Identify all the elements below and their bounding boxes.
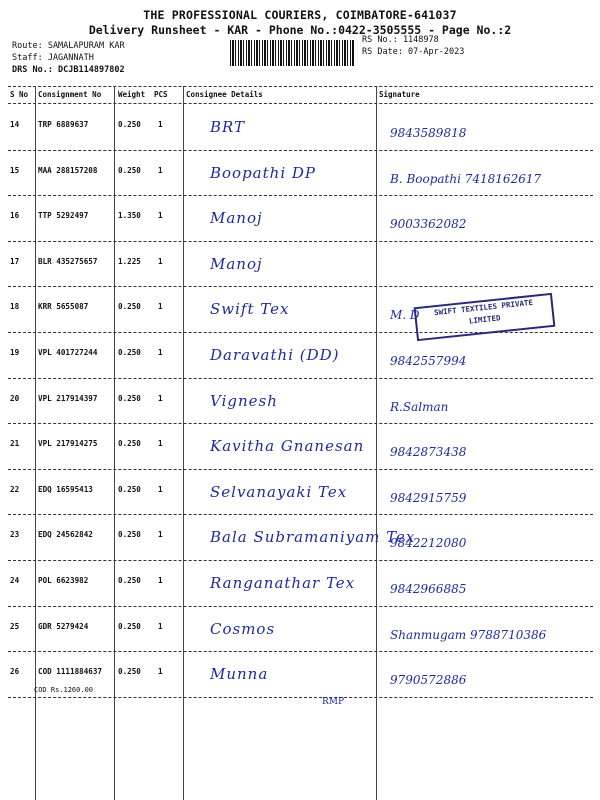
row-pcs: 1 <box>158 576 163 585</box>
rs-date: RS Date: 07-Apr-2023 <box>362 47 465 57</box>
col-consignee: Consignee Details <box>186 90 263 99</box>
row-signature: M. D <box>390 308 420 323</box>
row-pcs: 1 <box>158 667 163 677</box>
row-weight: 0.250 <box>118 484 141 494</box>
row-consignee: Manoj <box>210 254 263 273</box>
row-consignment: MAA 288157208 <box>38 165 98 175</box>
table-top-rule <box>8 86 593 87</box>
row-consignee: BRT <box>210 118 246 136</box>
row-sno: 15 <box>10 165 20 175</box>
route-label: Route: SAMALAPURAM KAR <box>12 41 125 51</box>
row-consignment: TTP 5292497 <box>38 211 89 221</box>
row-signature: 9842966885 <box>390 582 467 596</box>
row-consignment: VPL 401727244 <box>38 348 98 357</box>
row-signature: 9842915759 <box>390 490 467 505</box>
row-weight: 0.250 <box>118 120 141 129</box>
route-meta <box>12 40 125 76</box>
row-pcs: 1 <box>158 211 163 221</box>
runsheet-title: Delivery Runsheet - KAR - Phone No.:0422-3505555 - Page No.:2 <box>88 23 512 37</box>
row-consignee: Cosmos <box>210 619 276 638</box>
col-weight: Weight <box>118 90 146 99</box>
row-consignment: BLR 435275657 <box>38 256 98 266</box>
row-consignee: Kavitha Gnanesan <box>210 437 365 456</box>
row-pcs: 1 <box>158 439 163 449</box>
row-sno: 16 <box>10 211 20 221</box>
row-consignment: TRP 6889637 <box>38 120 89 129</box>
row-consignee: Munna <box>210 665 269 684</box>
col-consignment: Consignment No <box>38 90 102 99</box>
col-pcs: PCS <box>154 90 168 99</box>
row-sno: 22 <box>10 484 20 494</box>
row-consignment: EDQ 24562842 <box>38 530 93 540</box>
row-sno: 23 <box>10 530 20 540</box>
row-signature: 9843589818 <box>390 126 467 140</box>
row-signature: 9003362082 <box>390 217 467 232</box>
row-pcs: 1 <box>158 530 163 540</box>
row-divider <box>8 195 593 196</box>
row-weight: 1.225 <box>118 256 141 266</box>
row-consignee: Swift Tex <box>210 300 290 319</box>
row-divider <box>8 469 593 470</box>
row-divider <box>8 241 593 242</box>
row-consignment: GDR 5279424 <box>38 621 89 631</box>
company-stamp <box>414 293 556 341</box>
row-sno: 24 <box>10 576 20 585</box>
row-weight: 0.250 <box>118 302 141 312</box>
col-sno: S No <box>10 90 29 99</box>
row-divider <box>8 332 593 333</box>
row-weight: 0.250 <box>118 439 141 449</box>
row-weight: 0.250 <box>118 530 141 540</box>
row-signature: R.Salman <box>390 399 449 414</box>
row-consignee: Boopathi DP <box>210 163 317 182</box>
row-sno: 25 <box>10 621 20 631</box>
row-sno: 19 <box>10 348 20 357</box>
row-weight: 0.250 <box>118 393 141 403</box>
row-consignment: VPL 217914397 <box>38 393 98 403</box>
rmp-note: RMP <box>322 697 345 707</box>
row-consignment: KRR 5655087 <box>38 302 89 312</box>
drs-label: DRS No.: DCJB114897802 <box>12 65 125 75</box>
row-divider <box>8 560 593 561</box>
row-pcs: 1 <box>158 484 163 494</box>
row-sno: 18 <box>10 302 20 312</box>
staff-label: Staff: JAGANNATH <box>12 53 94 63</box>
row-consignment: VPL 217914275 <box>38 439 98 449</box>
row-consignee: Manoj <box>210 209 263 228</box>
row-divider <box>8 697 593 698</box>
row-pcs: 1 <box>158 256 163 266</box>
col-divider <box>183 86 184 800</box>
row-signature: B. Boopathi 7418162617 <box>390 171 542 186</box>
row-consignee: Selvanayaki Tex <box>210 482 348 501</box>
col-signature: Signature <box>379 90 420 99</box>
row-weight: 0.250 <box>118 165 141 175</box>
row-signature: 9842873438 <box>390 445 467 460</box>
cod-amount: COD Rs.1260.00 <box>34 686 94 694</box>
row-divider <box>8 514 593 515</box>
row-weight: 0.250 <box>118 348 141 357</box>
col-divider <box>376 86 377 800</box>
row-consignment: EDQ 16595413 <box>38 484 93 494</box>
header-bottom-rule <box>8 103 593 104</box>
row-consignment: COD 1111884637 <box>38 667 103 677</box>
company-title: THE PROFESSIONAL COURIERS, COIMBATORE-641037 <box>143 8 457 22</box>
row-sno: 17 <box>10 256 20 266</box>
row-divider <box>8 651 593 652</box>
row-pcs: 1 <box>158 393 163 403</box>
row-pcs: 1 <box>158 348 163 357</box>
row-signature: 9842212080 <box>390 536 467 551</box>
row-weight: 0.250 <box>118 621 141 631</box>
row-pcs: 1 <box>158 302 163 312</box>
row-consignment: POL 6623982 <box>38 576 89 585</box>
row-consignee: Daravathi (DD) <box>210 346 340 364</box>
row-divider <box>8 606 593 607</box>
row-pcs: 1 <box>158 120 163 129</box>
col-divider <box>114 86 115 800</box>
row-consignee: Bala Subramaniyam Tex <box>210 528 416 547</box>
row-divider <box>8 150 593 151</box>
row-signature: 9790572886 <box>390 673 467 688</box>
row-consignee: Vignesh <box>210 391 278 410</box>
stamp-text: SWIFT TEXTILES PRIVATE LIMITED <box>433 297 534 326</box>
row-pcs: 1 <box>158 621 163 631</box>
row-sno: 26 <box>10 667 20 677</box>
row-divider <box>8 378 593 379</box>
barcode <box>230 40 355 66</box>
row-divider <box>8 423 593 424</box>
row-sno: 21 <box>10 439 20 449</box>
row-weight: 0.250 <box>118 576 141 585</box>
row-signature: Shanmugam 9788710386 <box>390 627 547 642</box>
rs-meta <box>362 34 464 58</box>
row-weight: 1.350 <box>118 211 141 221</box>
row-divider <box>8 286 593 287</box>
row-sno: 20 <box>10 393 20 403</box>
row-pcs: 1 <box>158 165 163 175</box>
row-weight: 0.250 <box>118 667 141 677</box>
row-sno: 14 <box>10 120 20 129</box>
row-consignee: Ranganathar Tex <box>210 574 356 592</box>
row-signature: 9842557994 <box>390 354 467 368</box>
rs-no: RS No.: 1148978 <box>362 35 439 45</box>
